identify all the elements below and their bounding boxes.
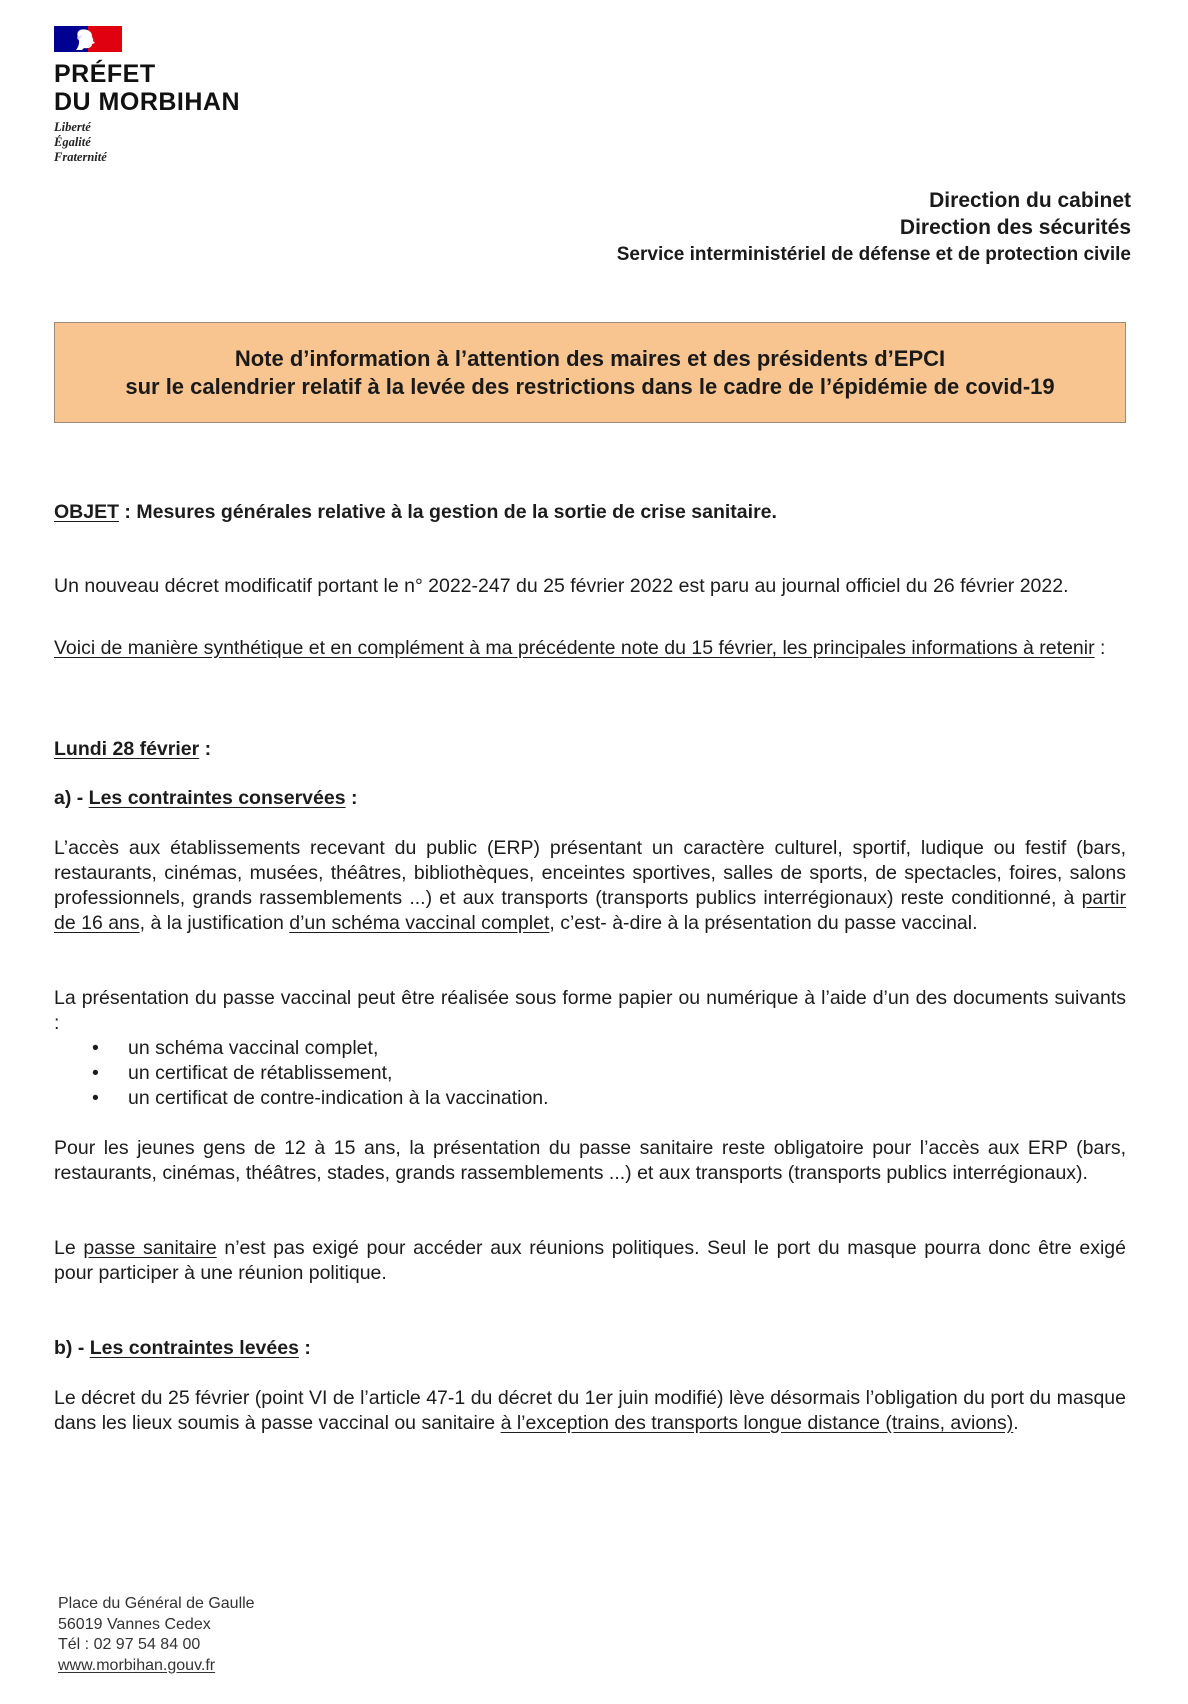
note-title-line2: sur le calendrier relatif à la levée des restrictions dans le cadre de l’épidémie de covid-19 — [125, 373, 1055, 399]
intro-summary-underlined: Voici de manière synthétique et en complément à ma précédente note du 15 février, les principales informations à retenir — [54, 637, 1095, 659]
list-item: • un schéma vaccinal complet, — [92, 1037, 379, 1059]
header-line-service: Service interministériel de défense et de protection civile — [616, 244, 1131, 265]
section-b-paragraph — [54, 1386, 1126, 1436]
intro-paragraph: Un nouveau décret modificatif portant le n° 2022-247 du 25 février 2022 est paru au journal officiel du 26 février 2022. — [54, 575, 1069, 597]
prefet-title-line2: DU MORBIHAN — [54, 88, 241, 116]
header-line-securites: Direction des sécurités — [899, 216, 1131, 239]
marianne-logo-block — [54, 26, 294, 165]
intro-summary-end: : — [1094, 637, 1106, 659]
section-a-paragraph-3: Pour les jeunes gens de 12 à 15 ans, la présentation du passe sanitaire reste obligatoire pour l’accès aux ERP (bars, restaurants, cinémas, théâtres, stades, grands rassemblements ...) et aux transports (transports publics interrégionaux). — [54, 1137, 1126, 1184]
footer-address-line2: 56019 Vannes Cedex — [58, 1615, 211, 1633]
note-title-line1: Note d’information à l’attention des maires et des présidents d’EPCI — [234, 345, 946, 371]
objet-label: OBJET — [54, 501, 120, 523]
documents-list — [54, 1036, 1126, 1111]
issuing-service-header — [431, 187, 1131, 268]
bullet-icon: • — [92, 1037, 99, 1059]
section-a-heading — [54, 786, 1126, 811]
section-a-p4-part1: Le — [54, 1237, 84, 1259]
footer-address-line1: Place du Général de Gaulle — [58, 1595, 255, 1612]
section-a-p1-underline-schema: d’un schéma vaccinal complet — [289, 912, 550, 934]
footer-website-link[interactable]: www.morbihan.gouv.fr — [58, 1656, 216, 1674]
section-a-paragraph-4 — [54, 1236, 1126, 1286]
section-b-label: Les contraintes levées — [89, 1337, 299, 1359]
objet-line — [54, 500, 1126, 525]
section-a-p4-part2: n’est pas exigé pour accéder aux réunions politiques. Seul le port du masque pourra donc être exigé pour participer à une réunion politique. — [54, 1237, 1126, 1284]
objet-separator: : — [119, 501, 137, 523]
section-a-paragraph-2: La présentation du passe vaccinal peut être réalisée sous forme papier ou numérique à l’aide d’un des documents suivants : — [54, 987, 1126, 1034]
objet-text: Mesures générales relative à la gestion de la sortie de crise sanitaire. — [136, 501, 777, 523]
section-b-prefix: b) - — [54, 1337, 90, 1359]
marianne-flag-logo — [54, 26, 122, 52]
section-date-suffix: : — [199, 738, 212, 760]
prefet-title-line1: PRÉFET — [54, 60, 156, 88]
motto-liberte: Liberté — [54, 120, 91, 134]
bullet-icon: • — [92, 1062, 99, 1084]
section-a-p1-part1: L’accès aux établissements recevant du public (ERP) présentant un caractère culturel, sportif, ludique ou festif (bars, restaurants, cinémas, musées, théâtres, bibliothèques, enceintes sportives, salles de sports, de spectacles, foires, salons professionnels, grands rassemblements ...) et aux transports (transports publics interrégionaux) reste conditionné, à — [54, 837, 1126, 909]
section-a-p4-underline: passe sanitaire — [83, 1237, 217, 1259]
note-title-box — [54, 322, 1126, 423]
header-line-cabinet: Direction du cabinet — [929, 189, 1131, 212]
section-a-suffix: : — [345, 787, 358, 809]
section-b-p1-part2: . — [1013, 1412, 1019, 1434]
section-b-p1-underline: à l’exception des transports longue distance (trains, avions) — [500, 1412, 1014, 1434]
intro-summary-paragraph — [54, 636, 1126, 661]
section-b-heading — [54, 1336, 1126, 1361]
section-date-heading — [54, 737, 1126, 762]
list-item: • un certificat de contre-indication à la vaccination. — [92, 1087, 549, 1109]
marianne-profile-icon — [74, 28, 100, 50]
footer-phone: Tél : 02 97 54 84 00 — [58, 1636, 201, 1653]
section-a-prefix: a) - — [54, 787, 89, 809]
section-a-p1-part2: , à la justification — [139, 912, 290, 934]
bullet-icon: • — [92, 1087, 99, 1109]
motto-egalite: Égalité — [54, 135, 91, 149]
section-a-paragraph-1 — [54, 836, 1126, 936]
section-b-suffix: : — [298, 1337, 311, 1359]
prefecture-footer — [58, 1594, 255, 1676]
section-a-p1-underline-age: partir de 16 ans — [54, 887, 1126, 934]
list-item: • un certificat de rétablissement, — [92, 1062, 393, 1084]
section-a-p1-part3: , c’est- à-dire à la présentation du passe vaccinal. — [549, 912, 978, 934]
section-b-p1-part1: Le décret du 25 février (point VI de l’article 47-1 du décret du 1er juin modifié) lève désormais l’obligation du port du masque dans les lieux soumis à passe vaccinal ou sanitaire — [54, 1387, 1126, 1434]
section-a-label: Les contraintes conservées — [88, 787, 346, 809]
motto-fraternite: Fraternité — [54, 150, 107, 164]
section-date-label: Lundi 28 février — [54, 738, 200, 760]
